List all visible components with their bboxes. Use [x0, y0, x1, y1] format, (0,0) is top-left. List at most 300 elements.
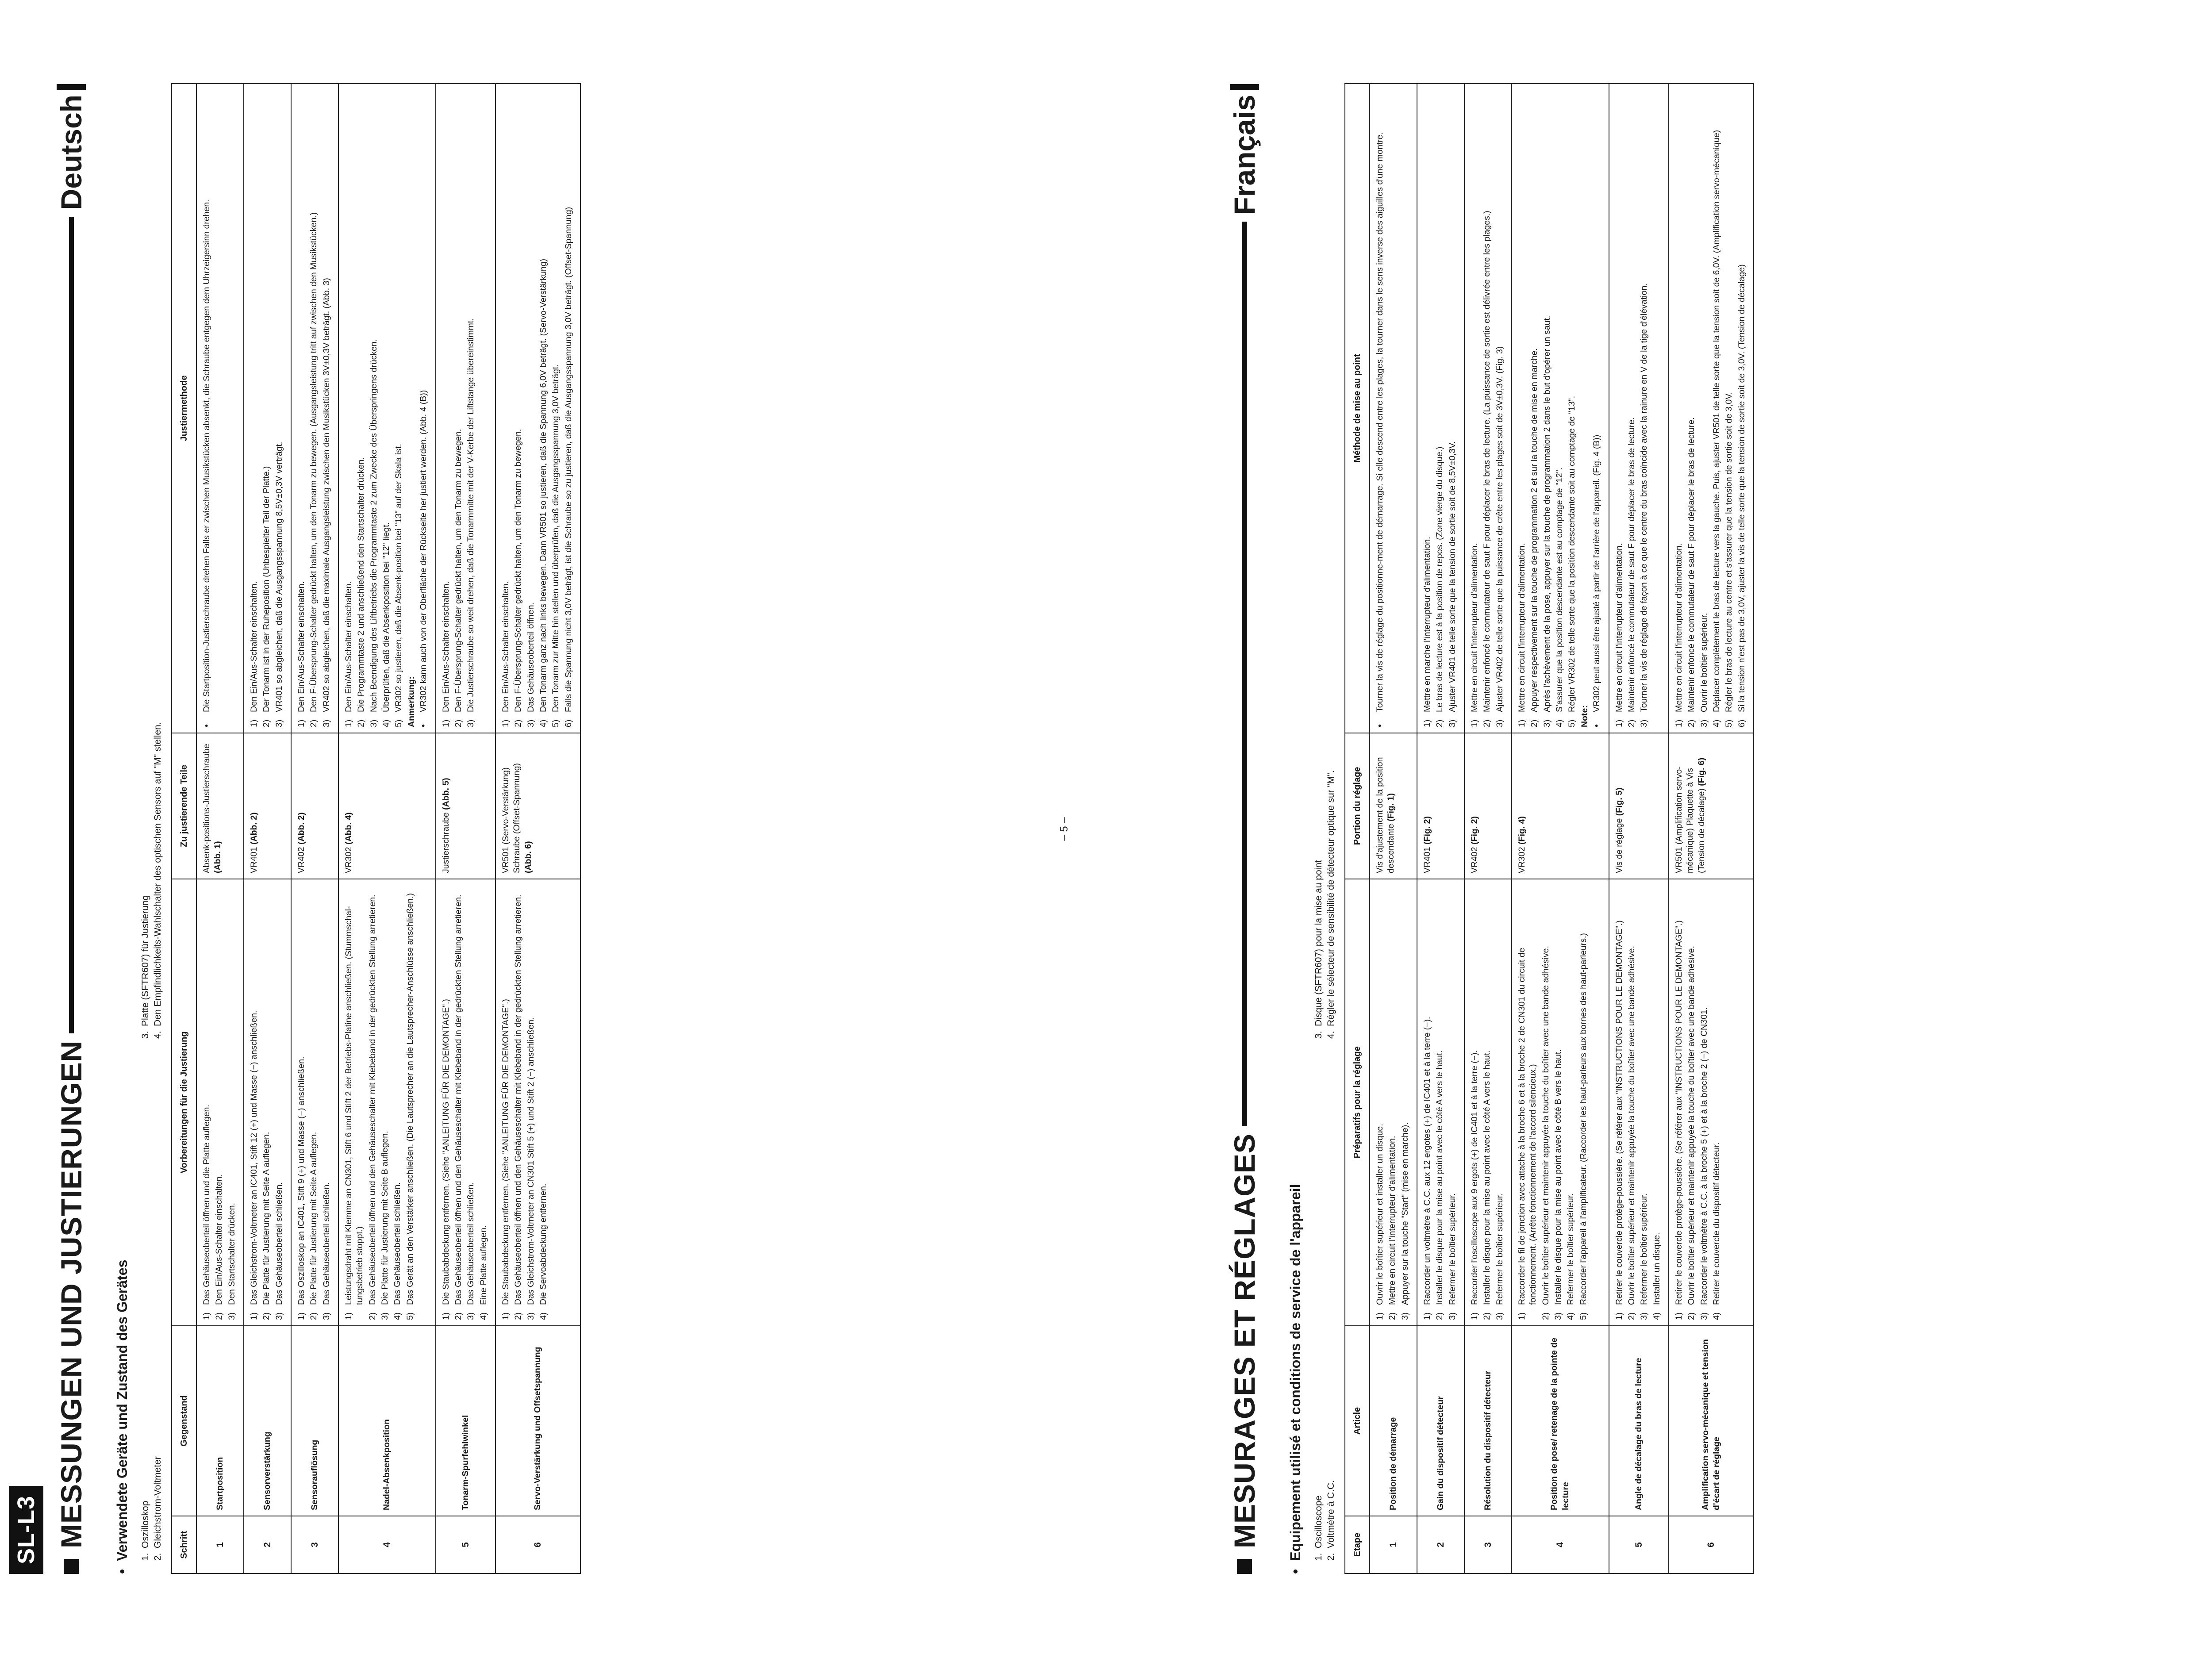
adjustment-part: VR501 (Amplification servo-mécanique) Plaquette à Vis (Tension de décalage): [1674, 766, 1706, 873]
figure-reference: (Abb. 4): [344, 812, 354, 844]
table-row: [338, 84, 435, 1574]
list-text: Den F-Übersprung-Schalter gedrückt halten, um den Tonarm zu bewegen.: [453, 429, 463, 712]
list-item: [1686, 885, 1697, 1320]
preparation-list: [1375, 885, 1411, 1320]
adjustment-item: Tonarm-Spurfehlwinkel: [436, 1326, 495, 1516]
list-text: Refermer le boîtier supérieur.: [1566, 1193, 1576, 1305]
list-text: Das Gehäuseoberteil öffnen und die Platte auflegen.: [202, 1105, 211, 1305]
list-item: [380, 885, 391, 1320]
equipment-item: Disque (SFTR607) pour la mise au point: [1313, 860, 1324, 1026]
method-cell: [196, 84, 244, 733]
list-number: 5): [394, 719, 404, 727]
list-text: Ajuster VR402 de telle sorte que la puissance de crête entre les plages soit de 3V±0,3V. (Fig. 3): [1494, 346, 1505, 712]
square-bullet-icon: [1237, 1559, 1252, 1574]
adjustment-table: [171, 83, 581, 1574]
list-item: [1711, 885, 1722, 1320]
list-item: [261, 885, 272, 1320]
list-text: Mettre en circuit l'interrupteur d'alimentation.: [1387, 1136, 1398, 1305]
list-text: Die Startposition-Justierschraube drehen Falls er zwischen Musikstücken absenkt, die Schraube entgegen dem Uhrzeigersinn drehen.: [202, 200, 211, 712]
list-text: Falls die Spannung nicht 3,0V beträgt, ist die Schraube so zu justieren, daß die Ausgangsspannung 3,0V beträgt. (Offset-Spannung): [563, 207, 573, 712]
preparation-cell: [1669, 879, 1754, 1326]
list-item: [500, 885, 511, 1320]
method-list: [1517, 89, 1578, 727]
list-item: [296, 885, 307, 1320]
adjustment-item: Gain du dispositif détecteur: [1417, 1326, 1464, 1516]
list-item: [1375, 89, 1386, 727]
list-number: 2): [513, 1312, 523, 1320]
list-item: [1422, 89, 1433, 727]
bullet-icon: •: [419, 724, 429, 727]
list-number: 1): [500, 719, 511, 727]
title-rule: [69, 217, 74, 1033]
equipment-item: Den Empfindlichkeits-Wahlschalter des optischen Sensors auf "M" stellen.: [153, 722, 163, 1026]
list-number: 3): [227, 1312, 237, 1320]
column-header: Vorbereitungen für die Justierung: [172, 879, 196, 1326]
list-number: 3): [1494, 1312, 1505, 1320]
list-item: [1651, 885, 1663, 1320]
list-text: Die Staubabdeckung entfernen. (Siehe "ANLEITUNG FÜR DIE DEMONTAGE".): [441, 999, 451, 1305]
list-number: 4): [538, 719, 548, 727]
step-number: 2: [1417, 1516, 1464, 1574]
method-cell: [291, 84, 338, 733]
adjustment-item: Nadel-Absenkposition: [338, 1326, 435, 1516]
adjustment-part: Vis de réglage: [1614, 818, 1624, 873]
list-text: Si la tension n'est pas de 3,0V, ajuster la vis de telle sorte que la tension de sortie soit de 3,0V. (Tension de décalage): [1736, 264, 1747, 712]
list-number: 5): [405, 1312, 415, 1320]
method-cell: [1464, 84, 1512, 733]
adjustment-part-cell: [1512, 733, 1609, 879]
list-text: Die Staubabdeckung entfernen. (Siehe "ANLEITUNG FÜR DIE DEMONTAGE".): [500, 999, 511, 1305]
list-text: Maintenir enfoncé le commutateur de saut F pour déplacer le bras de lecture.: [1686, 417, 1697, 712]
square-bullet-icon: [64, 1559, 79, 1574]
list-text: Mettre en circuit l'interrupteur d'alimentation.: [1614, 543, 1624, 712]
list-number: 1): [249, 719, 259, 727]
list-item: [538, 89, 549, 727]
list-number: 1): [1422, 1312, 1432, 1320]
list-text: Raccorder le fil de jonction avec attache à la broche 6 et à la broche 2 de CN301 du circuit de fonctionnement. (Arrête fonctionnement de l'accord silencieux.): [1517, 948, 1538, 1305]
list-number: 2): [1529, 719, 1540, 727]
list-number: 3): [321, 1312, 331, 1320]
list-item: [1494, 885, 1505, 1320]
list-number: 1): [1614, 1312, 1624, 1320]
list-item: [513, 885, 524, 1320]
list-text: Den Ein/Aus-Schalter einschalten.: [441, 581, 451, 712]
list-item: [1711, 89, 1722, 727]
list-item: [274, 89, 285, 727]
list-number: 3): [1639, 1312, 1649, 1320]
adjustment-part-cell: [291, 733, 338, 879]
list-number: 3): [1542, 719, 1552, 727]
list-text: Die Platte für Justierung mit Seite A auflegen.: [309, 1132, 319, 1305]
list-number: 2): [1435, 1312, 1445, 1320]
list-item: [1674, 89, 1685, 727]
language-label: Deutsch: [55, 95, 88, 210]
list-item: [1517, 89, 1528, 727]
list-item: [538, 885, 549, 1320]
list-number: 1): [441, 719, 451, 727]
method-list: [500, 89, 574, 727]
column-header: Article: [1345, 1326, 1370, 1516]
preparation-cell: [1512, 879, 1609, 1326]
list-item: [563, 89, 574, 727]
adjustment-part-cell: [196, 733, 244, 879]
list-number: 3): [1699, 719, 1709, 727]
equipment-heading-text: Verwendete Geräte und Zustand des Gerätes: [114, 1259, 130, 1561]
list-number: 4): [1566, 1312, 1576, 1320]
list-item: [1639, 885, 1650, 1320]
list-text: Das Gehäuseoberteil öffnen und den Gehäuseschalter mit Klebeband in der gedrückten Stellung arretieren.: [367, 894, 377, 1305]
list-number: 3): [1639, 719, 1649, 727]
step-number: 6: [1669, 1516, 1754, 1574]
list-number: 1): [1674, 1312, 1684, 1320]
preparation-list: [441, 885, 489, 1320]
adjustment-part-cell: [1669, 733, 1754, 879]
list-text: Nach Beendigung des Liftbetriebs die Programmtaste 2 zum Zwecke des Überspringens drücken.: [369, 339, 379, 712]
list-text: Den Ein/Aus-Schalter einschalten.: [344, 581, 354, 712]
list-text: Das Gehäuseoberteil schließen.: [321, 1182, 331, 1305]
list-item: [1434, 89, 1445, 727]
list-item: [1724, 89, 1735, 727]
equipment-item: Platte (SFTR607) für Justierung: [140, 895, 150, 1026]
adjustment-part: VR401: [1422, 847, 1432, 873]
list-item: [308, 89, 319, 727]
equipment-heading: [114, 84, 131, 1574]
list-item: [1614, 89, 1625, 727]
list-item: [1447, 89, 1458, 727]
list-number: 2): [309, 719, 319, 727]
list-item: [1529, 89, 1540, 727]
method-cell: [1512, 84, 1609, 733]
figure-reference: (Fig. 6): [1696, 757, 1706, 786]
adjustment-table: [1344, 83, 1754, 1574]
figure-reference: (Fig. 2): [1470, 816, 1480, 844]
list-number: 4): [381, 719, 392, 727]
list-item: [369, 89, 380, 727]
list-number: 1): [1674, 719, 1684, 727]
list-text: Raccorder un voltmètre à C.C. aux 12 ergotes (+) de IC401 et à la terre (−).: [1422, 1017, 1432, 1305]
list-text: Appuyer respectivement sur la touche de programmation 2 et sur la touche de mise en marche.: [1529, 348, 1540, 712]
preparation-cell: [436, 879, 495, 1326]
adjustment-item: Startposition: [196, 1326, 244, 1516]
list-number: 3): [1400, 1312, 1410, 1320]
column-header: Portion du réglage: [1345, 733, 1370, 879]
bullet-icon: •: [1592, 724, 1602, 727]
list-item: [1699, 89, 1710, 727]
list-text: VR402 so abgleichen, daß die maximale Ausgangsleistung zwischen den Musikstücken 3V±0,3V beträgt. (Abb. 3): [321, 278, 331, 712]
preparation-list: [1469, 885, 1505, 1320]
list-text: Régler VR302 de telle sorte que la position descendante soit au comptage de "13".: [1567, 395, 1577, 712]
step-number: 4: [338, 1516, 435, 1574]
figure-reference: (Fig. 4): [1517, 816, 1527, 844]
adjustment-item: Amplification servo-mécanique et tension d'écart de réglage: [1669, 1326, 1754, 1516]
list-item: [1482, 885, 1493, 1320]
step-number: 5: [436, 1516, 495, 1574]
method-list: [1422, 89, 1458, 727]
list-text: Maintenir enfoncé le commutateur de saut F pour déplacer le bras de lecture.: [1626, 417, 1636, 712]
list-number: 2): [356, 719, 366, 727]
list-text: Das Gehäuseoberteil öffnen.: [526, 603, 536, 712]
table-row: [495, 84, 580, 1574]
list-number: 4): [1555, 719, 1565, 727]
list-text: Tourner la vis de réglage du positionne-ment de démarrage. Si elle descend entre les plages, la tourner dans le sens inverse des aiguilles d'une montre.: [1375, 132, 1385, 712]
list-item: [1375, 885, 1386, 1320]
step-number: 3: [1464, 1516, 1512, 1574]
adjustment-part: VR501 (Servo-Verstärkung) Schraube (Offset-Spannung): [500, 763, 522, 873]
list-number: 3): [466, 719, 476, 727]
list-text: Den Startschalter drücken.: [227, 1203, 237, 1305]
list-text: Die Servoabdeckung entfernen.: [538, 1183, 548, 1305]
adjustment-item: Sensorverstärkung: [244, 1326, 291, 1516]
section-title: MESSUNGEN UND JUSTIERUNGEN: [55, 1040, 88, 1548]
note-list: [418, 89, 429, 727]
list-text: Den Ein/Aus-Schalter einschalten.: [500, 581, 511, 712]
table-row: [436, 84, 495, 1574]
list-item: [296, 89, 307, 727]
preparation-list: [1614, 885, 1663, 1320]
list-number: 1): [1470, 1312, 1480, 1320]
preparation-list: [1422, 885, 1458, 1320]
equipment-heading-text: Equipement utilisé et conditions de service de l'appareil: [1287, 1184, 1303, 1561]
method-cell: [338, 84, 435, 733]
list-number: 1): [1517, 719, 1527, 727]
preparation-cell: [291, 879, 338, 1326]
preparation-list: [1517, 885, 1589, 1320]
list-text: Den F-Übersprung-Schalter gedrückt halten, um den Tonarm zu bewegen. (Ausgangsleistung tritt auf zwischen den Musikstücken.): [309, 212, 319, 712]
list-number: 3): [1699, 1312, 1709, 1320]
table-row: [1370, 84, 1417, 1574]
list-text: Eine Platte auflegen.: [478, 1225, 488, 1305]
list-item: [274, 885, 285, 1320]
note-text: VR302 kann auch von der Oberfläche der Rückseite her justiert werden. (Abb. 4 (B)): [419, 390, 429, 712]
bullet-icon: •: [202, 724, 211, 727]
title-end-bar: [1230, 84, 1259, 90]
equipment-item: Oszilloskop: [140, 1501, 150, 1548]
section-title: MESURAGES ET RÉGLAGES: [1228, 1133, 1261, 1548]
list-item: [392, 885, 403, 1320]
list-number: 3): [1447, 1312, 1457, 1320]
preparation-list: [500, 885, 549, 1320]
list-text: Retirer le couvercle protège-poussière. (Se référer aux "INSTRUCTIONS POUR LE DEMONTAGE".): [1674, 920, 1684, 1305]
method-cell: [244, 84, 291, 733]
method-cell: [436, 84, 495, 733]
section-header: [1225, 84, 1279, 1574]
note-label: Note:: [1579, 705, 1590, 727]
step-number: 1: [196, 1516, 244, 1574]
list-item: [1626, 89, 1637, 727]
list-item: [1482, 89, 1493, 727]
list-item: [550, 89, 561, 727]
list-number: 1): [1422, 719, 1432, 727]
page-francais-content: [1173, 0, 2212, 1658]
table-body: [196, 84, 580, 1574]
adjustment-item: Position de démarrage: [1370, 1326, 1417, 1516]
figure-reference: (Abb. 6): [523, 841, 533, 873]
list-item: [526, 89, 537, 727]
list-item: [1674, 885, 1685, 1320]
preparation-cell: [244, 879, 291, 1326]
title-end-bar: [57, 84, 86, 90]
method-list: [1375, 89, 1386, 727]
list-number: 5): [551, 719, 561, 727]
list-number: 1): [1614, 719, 1624, 727]
list-text: Refermer le boîtier supérieur.: [1494, 1193, 1505, 1305]
list-item: [1540, 885, 1551, 1320]
list-number: 4): [1711, 1312, 1721, 1320]
figure-reference: (Abb. 5): [441, 778, 451, 810]
list-item: [249, 89, 260, 727]
list-text: Déplacer complètement le bras de lecture vers la gauche. Puis, ajuster VR501 de telle sorte que la tension soit de 6,0V. (Amplification servo-mécanique): [1711, 130, 1721, 712]
list-text: Ouvrir le boîtier supérieur et maintenir appuyée la touche du boîtier avec une bande adhésive.: [1626, 946, 1636, 1305]
list-text: Installer le disque pour la mise au point avec le côté A vers le haut.: [1482, 1050, 1492, 1305]
list-number: 1): [344, 1312, 354, 1320]
list-item: [1614, 885, 1625, 1320]
list-text: Das Gehäuseoberteil öffnen und den Gehäuseschalter mit Klebeband in der gedrückten Stellung arretieren.: [453, 894, 463, 1305]
list-text: Das Gehäuseoberteil öffnen und den Gehäuseschalter mit Klebeband in der gedrückten Stellung arretieren.: [513, 894, 523, 1305]
list-number: 3): [274, 1312, 284, 1320]
column-header: Préparatifs pour la réglage: [1345, 879, 1370, 1326]
adjustment-part: VR302: [344, 847, 354, 873]
adjustment-item: Position de pose/ retenage de la pointe de lecture: [1512, 1326, 1609, 1516]
section-header: [13, 84, 106, 1574]
list-item: [1554, 89, 1565, 727]
list-number: 4): [1711, 719, 1721, 727]
adjustment-part: VR402: [296, 847, 307, 873]
adjustment-item: Sensorauflösung: [291, 1326, 338, 1516]
list-number: 4): [392, 1312, 403, 1320]
list-number: 2): [309, 1312, 319, 1320]
equipment-list: 1. Oszilloskop 2. Gleichstrom-Voltmeter 3. Platte (SFTR607) für Justierung 4. Den Empfindlichkeits-Wahlschalter des optischen Sensors auf "M" stellen.: [140, 84, 165, 1561]
column-header: Zu justierende Teile: [172, 733, 196, 879]
list-item: [1567, 89, 1578, 727]
list-number: 1): [500, 1312, 511, 1320]
list-number: 5): [1578, 1312, 1588, 1320]
list-item: [453, 885, 464, 1320]
list-text: Die Platte für Justierung mit Seite B auflegen.: [380, 1131, 390, 1305]
adjustment-item: Résolution du dispositif détecteur: [1464, 1326, 1512, 1516]
list-item: [1578, 885, 1589, 1320]
equipment-item: Régler le sélecteur de sensibilité de détecteur optique sur "M".: [1326, 770, 1336, 1026]
list-item: [405, 885, 416, 1320]
list-text: Ouvrir le boîtier supérieur et maintenir appuyée la touche du boîtier avec une bande adhésive.: [1686, 946, 1697, 1305]
list-text: Le bras de lecture est à la position de repos. (Zone vierge du disque.): [1435, 446, 1445, 712]
list-text: Das Gehäuseoberteil schließen.: [392, 1182, 403, 1305]
list-text: Raccorder le voltmètre à C.C. à la broche 5 (+) et à la broche 2 (−) de CN301.: [1699, 1007, 1709, 1305]
list-item: [1400, 885, 1411, 1320]
list-number: 1): [296, 719, 307, 727]
bullet-icon: •: [1287, 1569, 1303, 1574]
bullet-icon: •: [114, 1569, 130, 1574]
list-text: Die Platte für Justierung mit Seite A auflegen.: [261, 1132, 272, 1305]
list-text: Den Tonarm zur Mitte hin stellen und überprüfen, daß die Ausgangsspannung 3,0V beträgt.: [551, 364, 561, 712]
list-item: [453, 89, 464, 727]
list-item: [441, 885, 452, 1320]
list-item: [393, 89, 404, 727]
list-text: Das Gerät an den Verstärker anschließen. (Die Lautsprecher an die Lautsprecher-Anschlüsse anschließen.): [405, 893, 415, 1305]
preparation-cell: [1609, 879, 1669, 1326]
list-number: 5): [1724, 719, 1734, 727]
list-text: Maintenir enfoncé le commutateur de saut F pour déplacer le bras de lecture. (La puissance de sortie est délivrée entre les plages.): [1482, 211, 1492, 712]
list-text: Installer le disque pour la mise au point avec le côté A vers le haut.: [1435, 1050, 1445, 1305]
table-row: [1512, 84, 1609, 1574]
list-item: [478, 885, 489, 1320]
list-number: 2): [1540, 1312, 1551, 1320]
list-text: Refermer le boîtier supérieur.: [1639, 1193, 1649, 1305]
table-row: [1464, 84, 1512, 1574]
equipment-item: Gleichstrom-Voltmeter: [153, 1456, 163, 1548]
list-number: 2): [261, 719, 272, 727]
preparation-cell: [1417, 879, 1464, 1326]
table-header-row: [172, 84, 196, 1574]
list-text: Den F-Übersprung-Schalter gedrückt halten, um den Tonarm zu bewegen.: [513, 429, 523, 712]
adjustment-part-cell: [1609, 733, 1669, 879]
list-text: Das Gleichstrom-Voltmeter an IC401, Stift 12 (+) und Masse (−) anschließen.: [249, 1010, 259, 1305]
list-number: 2): [453, 1312, 463, 1320]
method-cell: [495, 84, 580, 733]
list-number: 3): [380, 1312, 390, 1320]
list-number: 3): [321, 719, 331, 727]
list-item: [1469, 885, 1480, 1320]
list-number: 1): [202, 1312, 211, 1320]
list-item: [261, 89, 272, 727]
method-list: [201, 89, 212, 727]
table-body: [1370, 84, 1754, 1574]
method-list: [1614, 89, 1650, 727]
adjustment-part: VR401: [249, 847, 259, 873]
list-item: [465, 89, 476, 727]
model-badge: SL-L3: [9, 1486, 43, 1574]
list-text: Ouvrir le boîtier supérieur et maintenir appuyée la touche du boîtier avec une bande adhésive.: [1540, 946, 1551, 1305]
list-text: Régler le bras de lecture au centre et s'assurer que la tension de sortie soit de 3,0V.: [1724, 392, 1734, 712]
preparation-cell: [495, 879, 580, 1326]
adjustment-part: Justierschraube: [441, 812, 451, 873]
list-item: [1422, 885, 1433, 1320]
list-number: 2): [214, 1312, 224, 1320]
list-item: [343, 89, 354, 727]
list-text: Das Gehäuseoberteil schließen.: [466, 1182, 476, 1305]
list-number: 2): [1435, 719, 1445, 727]
title-line: [1225, 84, 1263, 1574]
equipment-item: Voltmètre à C.C.: [1326, 1480, 1336, 1548]
list-text: S'assurer que la position descendante est au comptage de "12".: [1555, 467, 1565, 712]
method-cell: [1370, 84, 1417, 733]
adjustment-part-cell: [338, 733, 435, 879]
list-text: Retirer le couvercle protège-poussière. (Se référer aux "INSTRUCTIONS POUR LE DEMONTAGE".): [1614, 920, 1624, 1305]
list-number: 2): [453, 719, 463, 727]
adjustment-item: Angle de décalage du bras de lecture: [1609, 1326, 1669, 1516]
title-line: [52, 84, 90, 1574]
list-text: Raccorder l'oscilloscope aux 9 ergots (+) de IC401 et à la terre (−).: [1470, 1050, 1480, 1305]
bullet-icon: •: [1375, 724, 1385, 727]
step-number: 6: [495, 1516, 580, 1574]
preparation-list: [201, 885, 238, 1320]
list-item: [465, 885, 476, 1320]
list-item: [1387, 885, 1398, 1320]
list-text: Installer un disque.: [1651, 1232, 1662, 1305]
table-row: [1417, 84, 1464, 1574]
preparation-cell: [1464, 879, 1512, 1326]
list-number: 2): [1482, 1312, 1492, 1320]
list-number: 1): [249, 1312, 259, 1320]
method-list: [249, 89, 285, 727]
note-list: [1591, 89, 1602, 727]
list-text: Mettre en circuit l'interrupteur d'alimentation.: [1470, 543, 1480, 712]
table-row: [1609, 84, 1669, 1574]
list-text: Das Oszilloskop an IC401, Stift 9 (+) und Masse (−) anschließen.: [296, 1056, 307, 1305]
method-list: [441, 89, 477, 727]
adjustment-part-cell: [436, 733, 495, 879]
method-cell: [1669, 84, 1754, 733]
adjustment-part: Vis d'ajustement de la position descendante: [1375, 757, 1396, 873]
